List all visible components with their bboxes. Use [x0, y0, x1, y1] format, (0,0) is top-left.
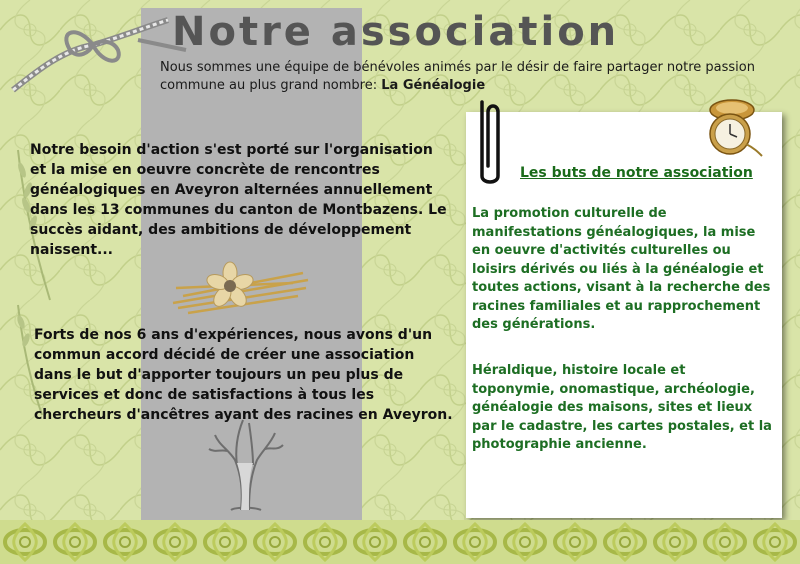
celtic-border: [0, 520, 800, 564]
subtitle-emphasis: La Généalogie: [381, 78, 486, 93]
pocket-watch-icon: [696, 96, 764, 158]
card-title: Les buts de notre association: [520, 165, 753, 181]
paperclip-icon: [472, 96, 512, 188]
dried-flower-icon: [168, 258, 313, 323]
topics-text: Héraldique, histoire locale et toponymie, onomastique, archéologie, généalogie des maisons, sites et lieux par le cadastre, les cartes postales, et la photographie ancienne.: [472, 363, 772, 452]
tree-icon: [205, 415, 285, 515]
intro-paragraph: Notre besoin d'action s'est porté sur l'organisation et la mise en oeuvre concrète de rencontres généalogiques en Aveyron alternées annuellement dans les 13 communes du canton de Montbazens. Le succès aidant, des ambitions de développement naissent...: [30, 142, 447, 258]
goals-text: La promotion culturelle de manifestations généalogiques, la mise en oeuvre d'activités culturelles ou loisirs dérivés ou liés à la généalogie et toutes actions, visant à la recherche des racines familiales et au rapprochement des générations.: [472, 206, 771, 332]
history-paragraph: Forts de nos 6 ans d'expériences, nous avons d'un commun accord décidé de créer une association dans le but d'apporter toujours un peu plus de services et donc de satisfactions à tous les chercheurs d'ancêtres ayant des racines en Aveyron.: [34, 327, 453, 423]
subtitle-text: Nous sommes une équipe de bénévoles animés par le désir de faire partager notre passion commune au plus grand nombre:: [160, 60, 755, 93]
page-title: Notre association: [172, 9, 620, 55]
subtitle: [160, 59, 760, 95]
